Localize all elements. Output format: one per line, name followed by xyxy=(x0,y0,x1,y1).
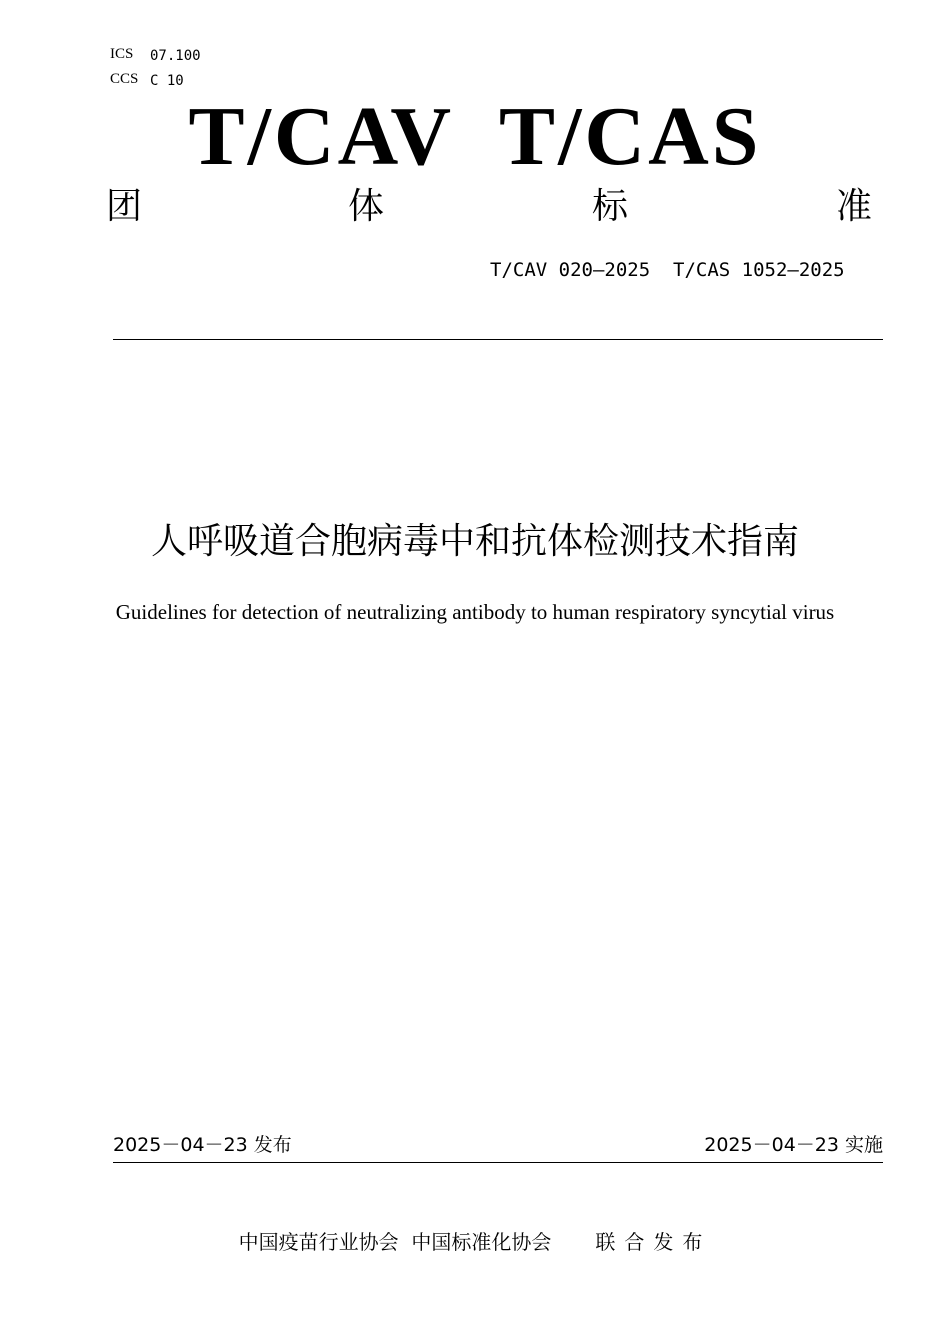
ccs-value: C 10 xyxy=(150,73,184,89)
group-standard-char-4: 准 xyxy=(836,186,873,227)
jointly-published-label: 联合发布 xyxy=(595,1230,712,1254)
group-standard-char-1: 团 xyxy=(106,186,143,227)
ccs-label: CCS xyxy=(110,71,139,87)
title-chinese: 人呼吸道合胞病毒中和抗体检测技术指南 xyxy=(150,521,799,562)
standard-number: T/CAV 020—2025 T/CAS 1052—2025 xyxy=(490,259,845,281)
publisher-organizations: 中国疫苗行业协会 中国标准化协会 xyxy=(238,1230,552,1254)
ics-label: ICS xyxy=(110,46,134,62)
title-english: Guidelines for detection of neutralizing antibody to human respiratory syncytial virus xyxy=(115,600,835,624)
group-standard-char-3: 标 xyxy=(592,186,629,227)
ics-value: 07.100 xyxy=(150,48,201,64)
bottom-divider xyxy=(113,1162,883,1163)
standard-code-heading: T/CAV T/CAS xyxy=(188,90,762,183)
top-divider xyxy=(113,339,883,340)
implement-date: 2025－04－23 实施 xyxy=(704,1134,883,1156)
publisher-line xyxy=(0,1228,950,1256)
group-standard-char-2: 体 xyxy=(348,186,385,227)
publish-date: 2025－04－23 发布 xyxy=(113,1134,292,1156)
